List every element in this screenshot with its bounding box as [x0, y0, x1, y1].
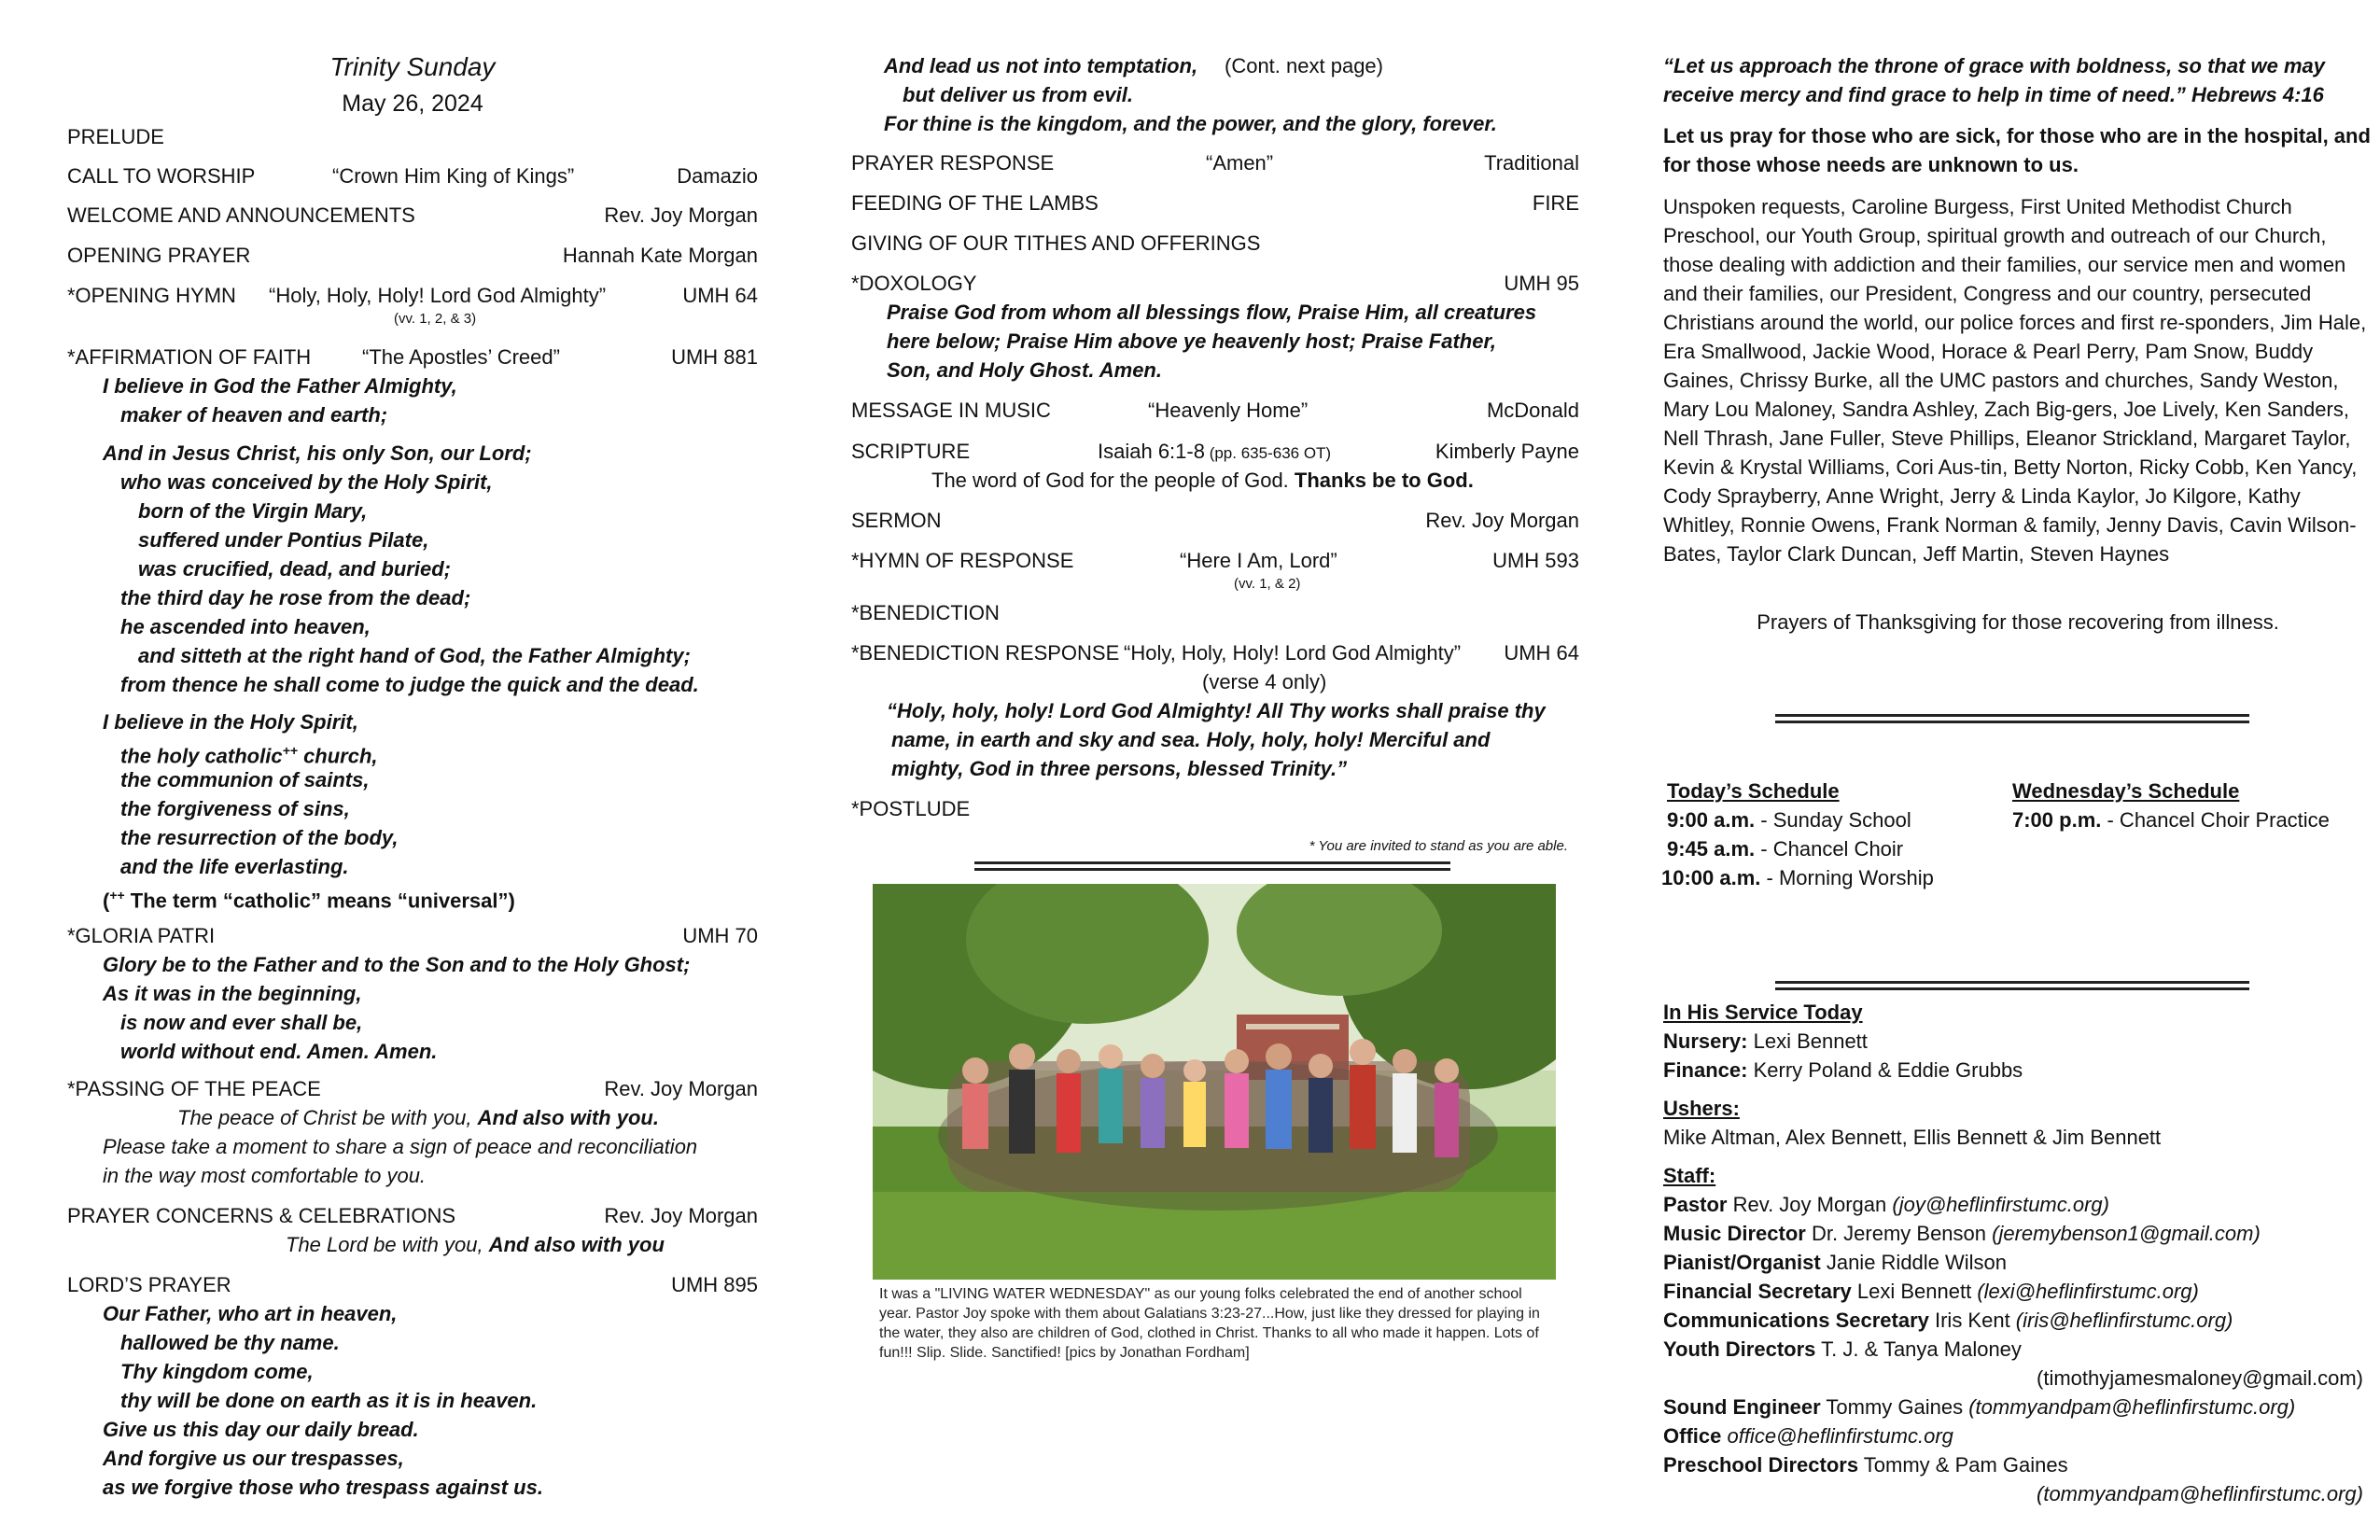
scripture-verse: “Let us approach the throne of grace with boldness, so that we may receive mercy and find grace to help in time of need.” Hebrews 4:16: [1663, 54, 2326, 106]
doxology-label: *DOXOLOGY: [851, 272, 977, 295]
passing-peace-label: *PASSING OF THE PEACE: [67, 1077, 321, 1100]
gloria-line: As it was in the beginning,: [103, 982, 362, 1005]
creed-line: the forgiveness of sins,: [120, 797, 350, 820]
hymn-response-label: *HYMN OF RESPONSE: [851, 549, 1074, 572]
creed-line: the holy catholic++ church,: [120, 743, 378, 768]
creed-line: was crucified, dead, and buried;: [138, 557, 451, 581]
passing-peace-ref: Rev. Joy Morgan: [604, 1077, 758, 1100]
creed-line: and sitteth at the right hand of God, the Father Almighty;: [138, 644, 691, 667]
todays-schedule-heading: Today’s Schedule: [1667, 779, 1840, 803]
sermon-ref: Rev. Joy Morgan: [1425, 509, 1579, 532]
scripture-reading: Isaiah 6:1-8 (pp. 635-636 OT): [1098, 440, 1332, 463]
benediction-label: *BENEDICTION: [851, 601, 1000, 624]
continued-note: (Cont. next page): [1225, 54, 1383, 77]
call-to-worship-title: “Crown Him King of Kings”: [332, 164, 575, 188]
stand-note: * You are invited to stand as you are able.: [1309, 838, 1568, 854]
in-his-service-heading: In His Service Today: [1663, 1001, 1863, 1024]
benediction-lyrics-line: “Holy, holy, holy! Lord God Almighty! All Thy works shall praise thy: [887, 699, 1546, 722]
gloria-line: is now and ever shall be,: [120, 1011, 363, 1034]
benediction-response-label: *BENEDICTION RESPONSE: [851, 641, 1120, 665]
ushers-list: Mike Altman, Alex Bennett, Ellis Bennett & Jim Bennett: [1663, 1126, 2162, 1149]
catholic-footnote: (++ The term “catholic” means “universal”): [103, 888, 515, 913]
staff-heading: Staff:: [1663, 1164, 1716, 1187]
lords-prayer-line: Give us this day our daily bread.: [103, 1418, 419, 1441]
opening-hymn-verses: (vv. 1, 2, & 3): [394, 311, 477, 327]
staff-pastor: Pastor Rev. Joy Morgan (joy@heflinfirstumc.org): [1663, 1193, 2109, 1216]
lords-prayer-ref: UMH 895: [671, 1273, 758, 1296]
prayer-response-ref: Traditional: [1484, 151, 1579, 175]
creed-line: born of the Virgin Mary,: [138, 499, 368, 523]
creed-line: and the life everlasting.: [120, 855, 349, 878]
staff-pianist: Pianist/Organist Janie Riddle Wilson: [1663, 1251, 2008, 1274]
divider: [974, 861, 1450, 871]
prayer-concerns-label: PRAYER CONCERNS & CELEBRATIONS: [67, 1204, 456, 1227]
preschool-email: (tommyandpam@heflinfirstumc.org): [2037, 1482, 2363, 1505]
finance-line: Finance: Kerry Poland & Eddie Grubbs: [1663, 1058, 2023, 1082]
gloria-patri-label: *GLORIA PATRI: [67, 924, 216, 947]
benediction-lyrics-line: mighty, God in three persons, blessed Trinity.”: [891, 757, 1348, 780]
peace-response: The peace of Christ be with you, And also with you.: [177, 1106, 659, 1129]
lords-prayer-line: And forgive us our trespasses,: [103, 1447, 404, 1470]
lords-prayer-line: thy will be done on earth as it is in heaven.: [120, 1389, 538, 1412]
nursery-line: Nursery: Lexi Bennett: [1663, 1029, 1868, 1053]
message-music-label: MESSAGE IN MUSIC: [851, 399, 1051, 422]
scripture-label: SCRIPTURE: [851, 440, 971, 463]
hymn-response-ref: UMH 593: [1492, 549, 1579, 572]
hymn-response-verses: (vv. 1, & 2): [1234, 576, 1301, 592]
doxology-line: here below; Praise Him above ye heavenly host; Praise Father,: [887, 329, 1496, 353]
call-to-worship-ref: Damazio: [677, 164, 758, 188]
prayer-response-label: PRAYER RESPONSE: [851, 151, 1055, 175]
creed-line: the communion of saints,: [120, 768, 370, 791]
lords-prayer-line: Our Father, who art in heaven,: [103, 1302, 398, 1325]
peace-note: in the way most comfortable to you.: [103, 1164, 427, 1187]
opening-hymn-title: “Holy, Holy, Holy! Lord God Almighty”: [269, 284, 607, 307]
peace-note: Please take a moment to share a sign of peace and reconciliation: [103, 1135, 698, 1158]
doxology-ref: UMH 95: [1504, 272, 1579, 295]
doxology-line: Son, and Holy Ghost. Amen.: [887, 358, 1162, 382]
creed-line: from thence he shall come to judge the quick and the dead.: [120, 673, 699, 696]
affirmation-label: *AFFIRMATION OF FAITH: [67, 345, 312, 369]
gloria-line: world without end. Amen. Amen.: [120, 1040, 438, 1063]
page-title: Trinity Sunday: [329, 52, 496, 81]
prelude-label: PRELUDE: [67, 125, 164, 148]
lords-prayer-line: as we forgive those who trespass against us.: [103, 1476, 543, 1499]
group-photo: [873, 884, 1556, 1280]
lords-prayer-line: but deliver us from evil.: [903, 83, 1133, 106]
creed-line: the resurrection of the body,: [120, 826, 399, 849]
staff-communications: Communications Secretary Iris Kent (iris@heflinfirstumc.org): [1663, 1309, 2233, 1332]
lords-prayer-line: For thine is the kingdom, and the power, and the glory, forever.: [884, 112, 1497, 135]
postlude-label: *POSTLUDE: [851, 797, 971, 820]
staff-financial-secretary: Financial Secretary Lexi Bennett (lexi@heflinfirstumc.org): [1663, 1280, 2199, 1303]
people-group: [938, 1039, 1498, 1211]
feeding-lambs-label: FEEDING OF THE LAMBS: [851, 191, 1099, 215]
lords-prayer-label: LORD’S PRAYER: [67, 1273, 231, 1296]
prayer-concerns-ref: Rev. Joy Morgan: [604, 1204, 758, 1227]
gloria-patri-ref: UMH 70: [682, 924, 758, 947]
divider: [1775, 981, 2249, 990]
creed-line: And in Jesus Christ, his only Son, our Lord;: [103, 441, 532, 465]
prayer-intro: Let us pray for those who are sick, for those who are in the hospital, and for those whose needs are unknown to us.: [1663, 124, 2371, 176]
creed-line: I believe in God the Father Almighty,: [103, 374, 457, 398]
ushers-heading: Ushers:: [1663, 1097, 1740, 1120]
feeding-lambs-ref: FIRE: [1532, 191, 1579, 215]
benediction-lyrics-line: name, in earth and sky and sea. Holy, holy, holy! Merciful and: [891, 728, 1491, 751]
affirmation-ref: UMH 881: [671, 345, 758, 369]
staff-sound-engineer: Sound Engineer Tommy Gaines (tommyandpam@heflinfirstumc.org): [1663, 1395, 2296, 1419]
schedule-item: 10:00 a.m. - Morning Worship: [1661, 866, 1934, 889]
opening-hymn-ref: UMH 64: [682, 284, 758, 307]
affirmation-title: “The Apostles’ Creed”: [362, 345, 560, 369]
creed-line: he ascended into heaven,: [120, 615, 371, 638]
benediction-response-verse: (verse 4 only): [1202, 670, 1327, 693]
service-date: May 26, 2024: [342, 91, 483, 117]
opening-prayer-ref: Hannah Kate Morgan: [562, 244, 758, 267]
lords-prayer-line: And lead us not into temptation,: [884, 54, 1198, 77]
prayer-response-title: “Amen”: [1206, 151, 1274, 175]
welcome-label: WELCOME AND ANNOUNCEMENTS: [67, 203, 415, 227]
staff-youth-directors: Youth Directors T. J. & Tanya Maloney: [1663, 1337, 2022, 1361]
creed-line: maker of heaven and earth;: [120, 403, 388, 427]
wednesday-schedule-heading: Wednesday’s Schedule: [2012, 779, 2240, 803]
creed-line: I believe in the Holy Spirit,: [103, 710, 358, 734]
welcome-ref: Rev. Joy Morgan: [604, 203, 758, 227]
lords-prayer-line: hallowed be thy name.: [120, 1331, 340, 1354]
opening-hymn-label: *OPENING HYMN: [67, 284, 236, 307]
message-music-title: “Heavenly Home”: [1148, 399, 1309, 422]
divider: [1775, 714, 2249, 723]
opening-prayer-label: OPENING PRAYER: [67, 244, 251, 267]
creed-line: the third day he rose from the dead;: [120, 586, 471, 609]
benediction-response-ref: UMH 64: [1504, 641, 1579, 665]
thanksgiving-note: Prayers of Thanksgiving for those recovering from illness.: [1757, 610, 2279, 634]
staff-preschool-directors: Preschool Directors Tommy & Pam Gaines: [1663, 1453, 2068, 1477]
sermon-label: SERMON: [851, 509, 942, 532]
scripture-response: The word of God for the people of God. Thanks be to God.: [931, 469, 1474, 492]
staff-office: Office office@heflinfirstumc.org: [1663, 1424, 1953, 1448]
lords-prayer-line: Thy kingdom come,: [120, 1360, 314, 1383]
benediction-response-title: “Holy, Holy, Holy! Lord God Almighty”: [1124, 641, 1462, 665]
call-to-worship-label: CALL TO WORSHIP: [67, 164, 256, 188]
youth-email: (timothyjamesmaloney@gmail.com): [2037, 1366, 2363, 1390]
doxology-line: Praise God from whom all blessings flow, Praise Him, all creatures: [887, 301, 1537, 324]
staff-music-director: Music Director Dr. Jeremy Benson (jeremybenson1@gmail.com): [1663, 1222, 2261, 1245]
creed-line: suffered under Pontius Pilate,: [138, 528, 429, 552]
creed-line: who was conceived by the Holy Spirit,: [120, 470, 493, 494]
schedule-item: 7:00 p.m. - Chancel Choir Practice: [2012, 808, 2330, 832]
prayer-requests: Unspoken requests, Caroline Burgess, First United Methodist Church Preschool, our Youth Group, spiritual growth and outreach of our Church, those dealing with addiction and their families, our service men and women and their families, our President, Congress and our country, persecuted Christians around the world, our police forces and first re-sponders, Jim Hale, Era Smallwood, Jackie Wood, Horace & Pearl Perry, Pam Snow, Buddy Gaines, Chrissy Burke, all the UMC pastors and churches, Sandy Weston, Mary Lou Maloney, Sandra Ashley, Zach Big-gers, Joe Lively, Ken Sanders, Nell Thrash, Jane Fuller, Steve Phillips, Eleanor Strickland, Margaret Taylor, Kevin & Krystal Williams, Cori Aus-tin, Betty Norton, Ricky Cobb, Ken Yancy, Cody Sprayberry, Anne Wright, Jerry & Linda Kaylor, Jo Kilgore, Kathy Whitley, Ronnie Owens, Frank Norman & family, Jenny Davis, Cavin Wilson-Bates, Taylor Clark Duncan, Jeff Martin, Steven Haynes: [1663, 195, 2367, 566]
schedule-item: 9:45 a.m. - Chancel Choir: [1667, 837, 1904, 861]
giving-label: GIVING OF OUR TITHES AND OFFERINGS: [851, 231, 1261, 255]
hymn-response-title: “Here I Am, Lord”: [1180, 549, 1337, 572]
message-music-ref: McDonald: [1486, 399, 1579, 422]
scripture-ref: Kimberly Payne: [1435, 440, 1579, 463]
gloria-line: Glory be to the Father and to the Son and to the Holy Ghost;: [103, 953, 691, 976]
photo-caption: It was a "LIVING WATER WEDNESDAY" as our young folks celebrated the end of another school year. Pastor Joy spoke with them about Galatians 3:23-27...How, just like they dressed for playing in the water, they also are children of God, clothed in Christ. Thanks to all who made it happen. Lots of fun!!! Slip. Slide. Sanctified! [pics by Jonathan Fordham]: [879, 1286, 1540, 1361]
schedule-item: 9:00 a.m. - Sunday School: [1667, 808, 1911, 832]
concerns-response: The Lord be with you, And also with you: [286, 1233, 665, 1256]
